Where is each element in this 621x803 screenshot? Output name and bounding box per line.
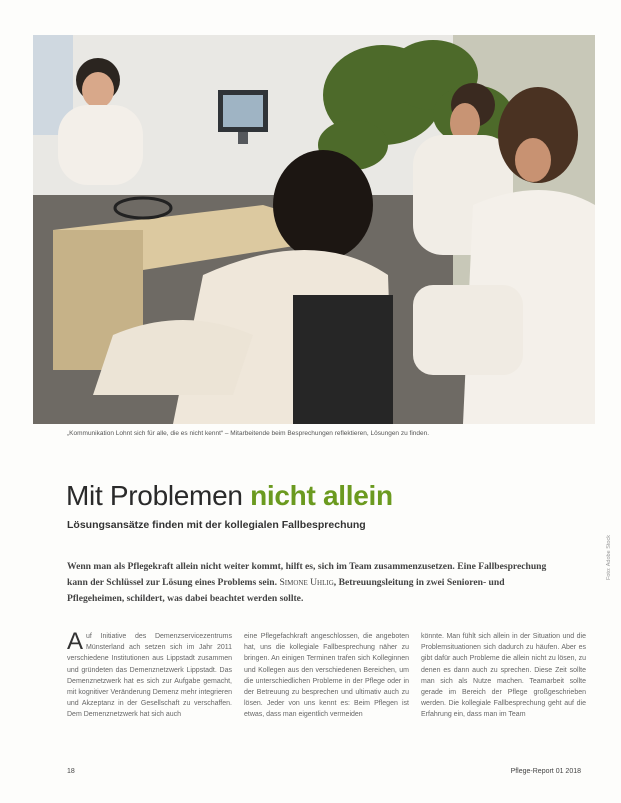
headline-part2: nicht allein bbox=[250, 480, 393, 511]
lead-tail: , Betreuungsleitung in zwei Senioren- und Pflegeheimen, schildert, was dabei beachtet werden sollte. bbox=[67, 577, 505, 604]
body-column-3: könnte. Man fühlt sich allein in der Situation und die Problemsituationen sich dadurch zu häufen. Aber es gibt dafür auch Probleme die allein nicht zu lösen, zu denen es dann auch zu sprechen. Diese Zeit sollte man sich als Nutze machen. Teamarbeit sollte gerade im Bereich der Pflege großgeschrieben werden. Die kollegiale Fallbesprechung geht auf die Erfahrung ein, dass man im Team bbox=[421, 633, 586, 719]
lead-text: Wenn man als Pflegekraft allein nicht weiter kommt, hilft es, sich im Team zusammenzusetzen. Eine Fallbesprechung kann der Schlüssel zur Lösung eines Problems sein. bbox=[67, 561, 547, 588]
article-headline bbox=[66, 480, 586, 512]
article-subhead: Lösungsansätze finden mit der kollegialen Fallbesprechung bbox=[67, 519, 366, 531]
article-lead bbox=[67, 559, 547, 607]
page-number: 18 bbox=[67, 768, 75, 775]
headline-part1: Mit Problemen bbox=[66, 480, 243, 511]
article-body bbox=[67, 631, 587, 751]
team-photo bbox=[33, 35, 595, 424]
lead-author: Simone Uhlig bbox=[279, 577, 334, 588]
body-column-2: eine Pflegefachkraft angeschlossen, die angeboten hat, uns die kollegiale Fallbesprechung näher zu bringen. An einigen Terminen trafen sich Kolleginnen und Kollegen aus den verschiedenen Bereichen, um die unterschiedlichen Probleme in der Pflege oder in der Betreuung zu besprechen und ultimativ auch zu lösen. Jeder von uns kennt es: Beim Pflegen ist etwas, dass man eigentlich vermeiden bbox=[244, 633, 409, 719]
magazine-footer: Pflege-Report 01 2018 bbox=[510, 768, 581, 775]
body-column-1 bbox=[67, 631, 232, 751]
photo-caption: „Kommunikation Lohnt sich für alle, die es nicht kennt“ – Mitarbeitende beim Besprechungen reflektieren, Lösungen zu finden. bbox=[67, 430, 430, 437]
photo-credit: Foto: Adobe Stock bbox=[606, 535, 612, 580]
dropcap: A bbox=[67, 631, 84, 655]
body-column-1-text: uf Initiative des Demenzservicezentrums Münsterland ach setzen sich im Jahr 2011 verschiedene Institutionen aus Lippstadt zusammen und gründeten das Demenznetzwerk Lippstadt. Das Demenznetzwerk hat es sich zur Aufgabe gemacht, mit kognitiver Veränderung Demenz mehr integrieren und Akzeptanz in der Gesellschaft zu verschaffen. Dem Demenznetzwerk hat sich auch bbox=[67, 633, 232, 719]
photo-illustration bbox=[33, 35, 595, 424]
